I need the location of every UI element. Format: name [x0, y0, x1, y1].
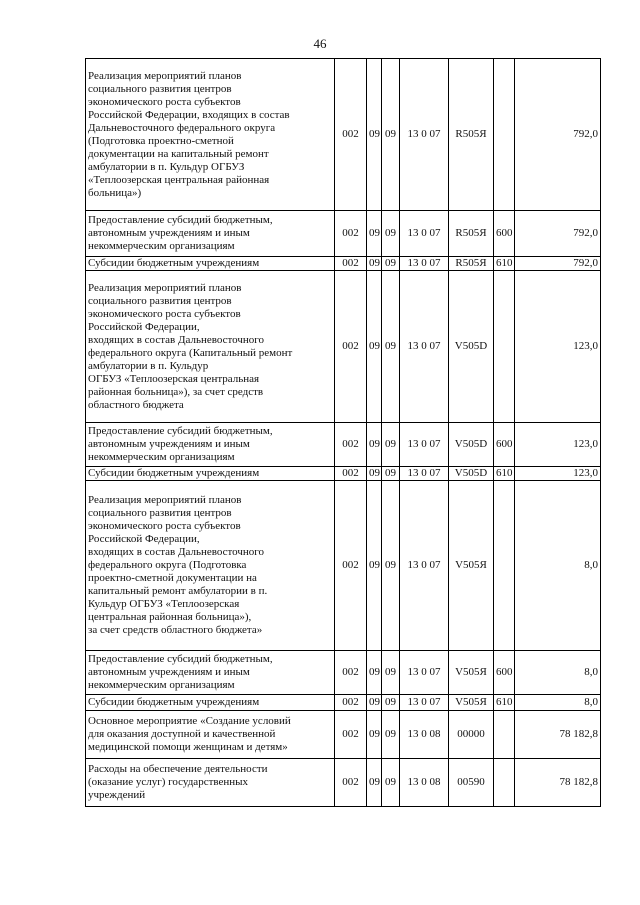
- table-row: [86, 271, 601, 423]
- row-amount: 123,0: [515, 271, 601, 423]
- budget-table-body: [86, 59, 601, 807]
- row-grbs-code: 002: [335, 695, 367, 711]
- row-expense-type-code: [494, 759, 515, 807]
- row-section-code: 09: [367, 759, 382, 807]
- row-expense-code: V505D: [449, 423, 494, 467]
- row-amount: 78 182,8: [515, 711, 601, 759]
- row-program-code: 13 0 07: [400, 59, 449, 211]
- row-expense-type-code: [494, 59, 515, 211]
- row-grbs-code: 002: [335, 59, 367, 211]
- row-expense-code: R505Я: [449, 211, 494, 257]
- row-description: Реализация мероприятий планов социального развития центров экономического роста субъектов Российской Федерации, входящих в состав Дальневосточного федерального округа (Подготовка проектно-сметной документации на капитальный ремонт амбулатории в п. Кульдур ОГБУЗ «Теплоозерская центральная районная больница»): [86, 59, 335, 211]
- table-row: [86, 257, 601, 271]
- row-section-code: 09: [367, 481, 382, 651]
- table-row: [86, 59, 601, 211]
- row-expense-type-code: 610: [494, 257, 515, 271]
- row-subsection-code: 09: [382, 759, 400, 807]
- row-expense-code: V505Я: [449, 695, 494, 711]
- row-program-code: 13 0 07: [400, 211, 449, 257]
- row-description: Предоставление субсидий бюджетным, автономным учреждениям и иным некоммерческим организациям: [86, 651, 335, 695]
- row-subsection-code: 09: [382, 481, 400, 651]
- table-row: [86, 211, 601, 257]
- row-description: Субсидии бюджетным учреждениям: [86, 467, 335, 481]
- row-grbs-code: 002: [335, 423, 367, 467]
- row-subsection-code: 09: [382, 257, 400, 271]
- table-row: [86, 711, 601, 759]
- row-amount: 123,0: [515, 423, 601, 467]
- row-subsection-code: 09: [382, 695, 400, 711]
- table-row: [86, 759, 601, 807]
- row-expense-code: R505Я: [449, 257, 494, 271]
- row-subsection-code: 09: [382, 423, 400, 467]
- row-program-code: 13 0 07: [400, 695, 449, 711]
- row-grbs-code: 002: [335, 651, 367, 695]
- row-grbs-code: 002: [335, 481, 367, 651]
- row-expense-code: V505D: [449, 467, 494, 481]
- row-expense-type-code: [494, 271, 515, 423]
- row-grbs-code: 002: [335, 211, 367, 257]
- row-grbs-code: 002: [335, 257, 367, 271]
- row-amount: 8,0: [515, 695, 601, 711]
- row-program-code: 13 0 07: [400, 467, 449, 481]
- row-program-code: 13 0 07: [400, 257, 449, 271]
- row-program-code: 13 0 08: [400, 711, 449, 759]
- row-section-code: 09: [367, 711, 382, 759]
- row-description: Субсидии бюджетным учреждениям: [86, 695, 335, 711]
- row-description: Субсидии бюджетным учреждениям: [86, 257, 335, 271]
- row-amount: 123,0: [515, 467, 601, 481]
- row-description: Основное мероприятие «Создание условий для оказания доступной и качественной медицинской помощи женщинам и детям»: [86, 711, 335, 759]
- row-section-code: 09: [367, 695, 382, 711]
- table-row: [86, 423, 601, 467]
- row-expense-type-code: 600: [494, 423, 515, 467]
- row-expense-type-code: 600: [494, 651, 515, 695]
- row-subsection-code: 09: [382, 59, 400, 211]
- row-subsection-code: 09: [382, 211, 400, 257]
- row-expense-code: V505D: [449, 271, 494, 423]
- row-subsection-code: 09: [382, 651, 400, 695]
- row-amount: 8,0: [515, 651, 601, 695]
- row-amount: 792,0: [515, 211, 601, 257]
- row-expense-code: R505Я: [449, 59, 494, 211]
- row-program-code: 13 0 07: [400, 271, 449, 423]
- row-description: Предоставление субсидий бюджетным, автономным учреждениям и иным некоммерческим организациям: [86, 211, 335, 257]
- row-amount: 792,0: [515, 59, 601, 211]
- table-row: [86, 467, 601, 481]
- row-section-code: 09: [367, 423, 382, 467]
- table-row: [86, 651, 601, 695]
- row-grbs-code: 002: [335, 759, 367, 807]
- row-program-code: 13 0 08: [400, 759, 449, 807]
- row-amount: 792,0: [515, 257, 601, 271]
- row-expense-type-code: 610: [494, 695, 515, 711]
- row-grbs-code: 002: [335, 467, 367, 481]
- row-amount: 78 182,8: [515, 759, 601, 807]
- row-expense-code: 00590: [449, 759, 494, 807]
- row-subsection-code: 09: [382, 711, 400, 759]
- row-amount: 8,0: [515, 481, 601, 651]
- row-section-code: 09: [367, 257, 382, 271]
- row-subsection-code: 09: [382, 271, 400, 423]
- row-expense-code: 00000: [449, 711, 494, 759]
- row-section-code: 09: [367, 651, 382, 695]
- row-grbs-code: 002: [335, 271, 367, 423]
- row-expense-type-code: 600: [494, 211, 515, 257]
- row-subsection-code: 09: [382, 467, 400, 481]
- row-section-code: 09: [367, 211, 382, 257]
- row-program-code: 13 0 07: [400, 651, 449, 695]
- table-row: [86, 481, 601, 651]
- row-expense-type-code: [494, 481, 515, 651]
- row-expense-code: V505Я: [449, 481, 494, 651]
- row-section-code: 09: [367, 59, 382, 211]
- row-section-code: 09: [367, 271, 382, 423]
- row-expense-code: V505Я: [449, 651, 494, 695]
- budget-table: [85, 58, 601, 807]
- row-description: Расходы на обеспечение деятельности (оказание услуг) государственных учреждений: [86, 759, 335, 807]
- row-description: Реализация мероприятий планов социального развития центров экономического роста субъектов Российской Федерации, входящих в состав Дальневосточного федерального округа (Капитальный ремонт амбулатории в п. Кульдур ОГБУЗ «Теплоозерская центральная районная больница»), за счет средств областного бюджета: [86, 271, 335, 423]
- row-program-code: 13 0 07: [400, 423, 449, 467]
- row-expense-type-code: 610: [494, 467, 515, 481]
- table-row: [86, 695, 601, 711]
- row-program-code: 13 0 07: [400, 481, 449, 651]
- row-description: Реализация мероприятий планов социального развития центров экономического роста субъектов Российской Федерации, входящих в состав Дальневосточного федерального округа (Подготовка проектно-сметной документации на капитальный ремонт амбулатории в п. Кульдур ОГБУЗ «Теплоозерская центральная районная больница»), за счет средств областного бюджета»: [86, 481, 335, 651]
- page-number: 46: [313, 36, 327, 51]
- row-description: Предоставление субсидий бюджетным, автономным учреждениям и иным некоммерческим организациям: [86, 423, 335, 467]
- row-section-code: 09: [367, 467, 382, 481]
- row-expense-type-code: [494, 711, 515, 759]
- row-grbs-code: 002: [335, 711, 367, 759]
